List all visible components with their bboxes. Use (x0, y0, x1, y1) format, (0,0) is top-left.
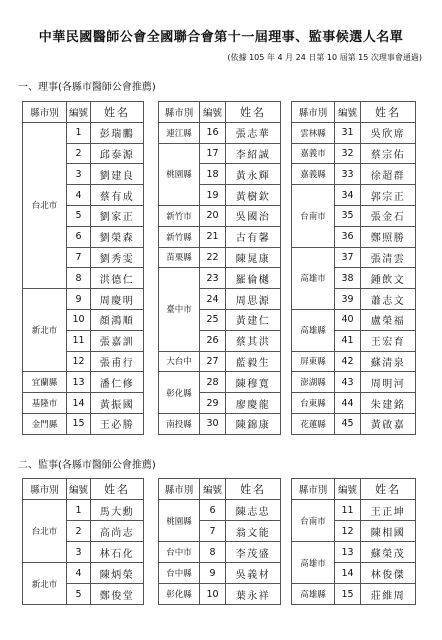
name-cell: 羅倫樾 (226, 268, 281, 289)
name-cell: 蔡有成 (91, 185, 144, 206)
name-cell: 王正坤 (361, 500, 416, 521)
number-cell: 45 (335, 413, 361, 434)
name-cell: 藍毅生 (226, 351, 281, 372)
name-cell: 陳晁康 (226, 247, 281, 268)
number-cell: 20 (200, 205, 226, 226)
number-cell: 23 (200, 268, 226, 289)
name-cell: 莊維周 (361, 584, 416, 605)
table-row (292, 413, 416, 434)
number-cell: 13 (67, 372, 91, 393)
county-cell: 新北市 (23, 289, 67, 372)
name-cell: 劉建良 (91, 164, 144, 185)
number-cell: 3 (67, 542, 91, 563)
table-row (23, 563, 144, 584)
county-cell: 澎湖縣 (292, 372, 335, 393)
name-cell: 蕭志文 (361, 289, 416, 310)
name-cell: 洪德仁 (91, 268, 144, 289)
number-cell: 2 (67, 521, 91, 542)
name-cell: 蘇清泉 (361, 351, 416, 372)
name-cell: 周慶明 (91, 289, 144, 310)
name-cell: 蘇榮茂 (361, 542, 416, 563)
directors-table-3 (291, 101, 416, 435)
number-cell: 18 (200, 164, 226, 185)
number-cell: 14 (335, 563, 361, 584)
name-cell: 李紹誠 (226, 143, 281, 164)
name-cell: 蔡其洪 (226, 330, 281, 351)
number-cell: 4 (67, 563, 91, 584)
number-cell: 10 (200, 584, 226, 605)
name-cell: 周思源 (226, 289, 281, 310)
county-cell: 台東縣 (292, 393, 335, 414)
county-cell: 宜蘭縣 (23, 372, 67, 393)
table-row (159, 372, 281, 393)
table-row (23, 372, 144, 393)
header-name: 姓名 (361, 479, 416, 500)
name-cell: 陳炳榮 (91, 563, 144, 584)
number-cell: 27 (200, 351, 226, 372)
name-cell: 廖慶龍 (226, 393, 281, 414)
number-cell: 7 (67, 247, 91, 268)
number-cell: 34 (335, 185, 361, 206)
header-name: 姓名 (226, 102, 281, 123)
table-row (159, 122, 281, 143)
number-cell: 9 (67, 289, 91, 310)
name-cell: 鄭俊堂 (91, 584, 144, 605)
county-cell: 苗栗縣 (159, 247, 200, 268)
name-cell: 盧榮福 (361, 309, 416, 330)
number-cell: 4 (67, 185, 91, 206)
table-row (159, 143, 281, 164)
county-cell: 彰化縣 (159, 372, 200, 414)
number-cell: 6 (200, 500, 226, 521)
table-row (23, 413, 144, 434)
name-cell: 王必勝 (91, 413, 144, 434)
table-row (23, 500, 144, 521)
name-cell: 黃永輝 (226, 164, 281, 185)
header-num: 編號 (67, 479, 91, 500)
number-cell: 39 (335, 289, 361, 310)
directors-section-label: 一、理事(各縣市醫師公會推薦) (18, 82, 156, 93)
number-cell: 26 (200, 330, 226, 351)
number-cell: 10 (67, 309, 91, 330)
number-cell: 28 (200, 372, 226, 393)
header-name: 姓名 (91, 102, 144, 123)
number-cell: 8 (200, 542, 226, 563)
header-county: 縣市別 (23, 479, 67, 500)
county-cell: 高雄市 (292, 542, 335, 584)
name-cell: 張金石 (361, 205, 416, 226)
directors-table-1 (22, 101, 144, 435)
name-cell: 張嘉訓 (91, 330, 144, 351)
name-cell: 高尚志 (91, 521, 144, 542)
name-cell: 翁文能 (226, 521, 281, 542)
number-cell: 1 (67, 122, 91, 143)
table-row (159, 500, 281, 521)
number-cell: 40 (335, 309, 361, 330)
number-cell: 5 (67, 584, 91, 605)
number-cell: 1 (67, 500, 91, 521)
document-title: 中華民國醫師公會全國聯合會第十一屆理事、監事候選人名單 (38, 30, 404, 45)
header-county: 縣市別 (159, 479, 200, 500)
name-cell: 黃樹欽 (226, 185, 281, 206)
table-row (159, 268, 281, 289)
number-cell: 15 (335, 584, 361, 605)
table-row (292, 351, 416, 372)
number-cell: 35 (335, 205, 361, 226)
county-cell: 高雄市 (292, 247, 335, 309)
number-cell: 14 (67, 393, 91, 414)
table-row (292, 143, 416, 164)
name-cell: 邱泰源 (91, 143, 144, 164)
table-row (292, 500, 416, 521)
number-cell: 24 (200, 289, 226, 310)
number-cell: 42 (335, 351, 361, 372)
name-cell: 蔡宗佑 (361, 143, 416, 164)
header-name: 姓名 (226, 479, 281, 500)
number-cell: 13 (335, 542, 361, 563)
number-cell: 3 (67, 164, 91, 185)
table-row (159, 542, 281, 563)
name-cell: 劉榮森 (91, 226, 144, 247)
name-cell: 葉永祥 (226, 584, 281, 605)
number-cell: 33 (335, 164, 361, 185)
table-row (292, 584, 416, 605)
county-cell: 臺中市 (159, 268, 200, 351)
county-cell: 台南市 (292, 185, 335, 247)
header-county: 縣市別 (159, 102, 200, 123)
header-county: 縣市別 (292, 102, 335, 123)
table-row (159, 205, 281, 226)
header-num: 編號 (200, 479, 226, 500)
name-cell: 朱建銘 (361, 393, 416, 414)
header-name: 姓名 (361, 102, 416, 123)
table-row (159, 413, 281, 434)
header-num: 編號 (335, 479, 361, 500)
table-row (292, 164, 416, 185)
table-row (23, 393, 144, 414)
name-cell: 馬大勳 (91, 500, 144, 521)
number-cell: 6 (67, 226, 91, 247)
county-cell: 新竹市 (159, 205, 200, 226)
name-cell: 張志華 (226, 122, 281, 143)
header-county: 縣市別 (292, 479, 335, 500)
county-cell: 桃園縣 (159, 143, 200, 205)
name-cell: 劉秀雯 (91, 247, 144, 268)
name-cell: 林石化 (91, 542, 144, 563)
table-row (292, 185, 416, 206)
county-cell: 台南市 (292, 500, 335, 542)
name-cell: 徐超群 (361, 164, 416, 185)
name-cell: 周明河 (361, 372, 416, 393)
name-cell: 陳志忠 (226, 500, 281, 521)
supervisors-table-2 (158, 478, 281, 605)
name-cell: 吳欣席 (361, 122, 416, 143)
county-cell: 彰化縣 (159, 584, 200, 605)
name-cell: 陳錦康 (226, 413, 281, 434)
name-cell: 吳國治 (226, 205, 281, 226)
name-cell: 王宏育 (361, 330, 416, 351)
name-cell: 黃振國 (91, 393, 144, 414)
county-cell: 高雄縣 (292, 309, 335, 351)
county-cell: 基隆市 (23, 393, 67, 414)
number-cell: 22 (200, 247, 226, 268)
number-cell: 17 (200, 143, 226, 164)
number-cell: 11 (335, 500, 361, 521)
name-cell: 顏鴻順 (91, 309, 144, 330)
number-cell: 21 (200, 226, 226, 247)
number-cell: 5 (67, 205, 91, 226)
number-cell: 31 (335, 122, 361, 143)
supervisors-table-3 (291, 478, 416, 605)
name-cell: 潘仁修 (91, 372, 144, 393)
county-cell: 雲林縣 (292, 122, 335, 143)
name-cell: 鍾飲文 (361, 268, 416, 289)
county-cell: 新北市 (23, 563, 67, 605)
name-cell: 李茂盛 (226, 542, 281, 563)
header-num: 編號 (335, 102, 361, 123)
county-cell: 新竹縣 (159, 226, 200, 247)
number-cell: 29 (200, 393, 226, 414)
county-cell: 花蓮縣 (292, 413, 335, 434)
number-cell: 11 (67, 330, 91, 351)
header-num: 編號 (67, 102, 91, 123)
county-cell: 桃園縣 (159, 500, 200, 542)
name-cell: 林俊傑 (361, 563, 416, 584)
county-cell: 嘉義市 (292, 143, 335, 164)
document-subtitle: (依據 105 年 4 月 24 日第 10 屆第 15 次理事會通過) (227, 53, 422, 62)
table-row (159, 563, 281, 584)
name-cell: 陳相國 (361, 521, 416, 542)
county-cell: 連江縣 (159, 122, 200, 143)
table-row (292, 393, 416, 414)
table-row (23, 122, 144, 143)
number-cell: 7 (200, 521, 226, 542)
county-cell: 台中縣 (159, 563, 200, 584)
name-cell: 張甫行 (91, 351, 144, 372)
table-row (159, 584, 281, 605)
name-cell: 黃啟嘉 (361, 413, 416, 434)
number-cell: 2 (67, 143, 91, 164)
county-cell: 台北市 (23, 122, 67, 288)
county-cell: 嘉義縣 (292, 164, 335, 185)
directors-table-2 (158, 101, 281, 435)
header-name: 姓名 (91, 479, 144, 500)
number-cell: 32 (335, 143, 361, 164)
number-cell: 44 (335, 393, 361, 414)
header-county: 縣市別 (23, 102, 67, 123)
name-cell: 陳穆寬 (226, 372, 281, 393)
table-row (23, 289, 144, 310)
number-cell: 12 (335, 521, 361, 542)
number-cell: 41 (335, 330, 361, 351)
table-row (159, 226, 281, 247)
name-cell: 彭瑞鵬 (91, 122, 144, 143)
number-cell: 25 (200, 309, 226, 330)
supervisors-table-1 (22, 478, 144, 605)
table-row (292, 542, 416, 563)
name-cell: 鄭照勝 (361, 226, 416, 247)
number-cell: 15 (67, 413, 91, 434)
number-cell: 16 (200, 122, 226, 143)
number-cell: 38 (335, 268, 361, 289)
county-cell: 台中市 (159, 542, 200, 563)
name-cell: 吳義材 (226, 563, 281, 584)
name-cell: 劉家正 (91, 205, 144, 226)
table-row (292, 309, 416, 330)
name-cell: 張清雲 (361, 247, 416, 268)
header-num: 編號 (200, 102, 226, 123)
table-row (159, 247, 281, 268)
number-cell: 8 (67, 268, 91, 289)
county-cell: 金門縣 (23, 413, 67, 434)
name-cell: 郭宗正 (361, 185, 416, 206)
table-row (292, 372, 416, 393)
county-cell: 南投縣 (159, 413, 200, 434)
number-cell: 12 (67, 351, 91, 372)
county-cell: 屏東縣 (292, 351, 335, 372)
number-cell: 36 (335, 226, 361, 247)
table-row (292, 247, 416, 268)
number-cell: 43 (335, 372, 361, 393)
number-cell: 37 (335, 247, 361, 268)
name-cell: 黃建仁 (226, 309, 281, 330)
number-cell: 30 (200, 413, 226, 434)
table-row (292, 122, 416, 143)
number-cell: 19 (200, 185, 226, 206)
table-row (159, 351, 281, 372)
county-cell: 台北市 (23, 500, 67, 563)
county-cell: 高雄縣 (292, 584, 335, 605)
name-cell: 古有馨 (226, 226, 281, 247)
number-cell: 9 (200, 563, 226, 584)
county-cell: 大台中 (159, 351, 200, 372)
supervisors-section-label: 二、監事(各縣市醫師公會推薦) (18, 460, 156, 471)
